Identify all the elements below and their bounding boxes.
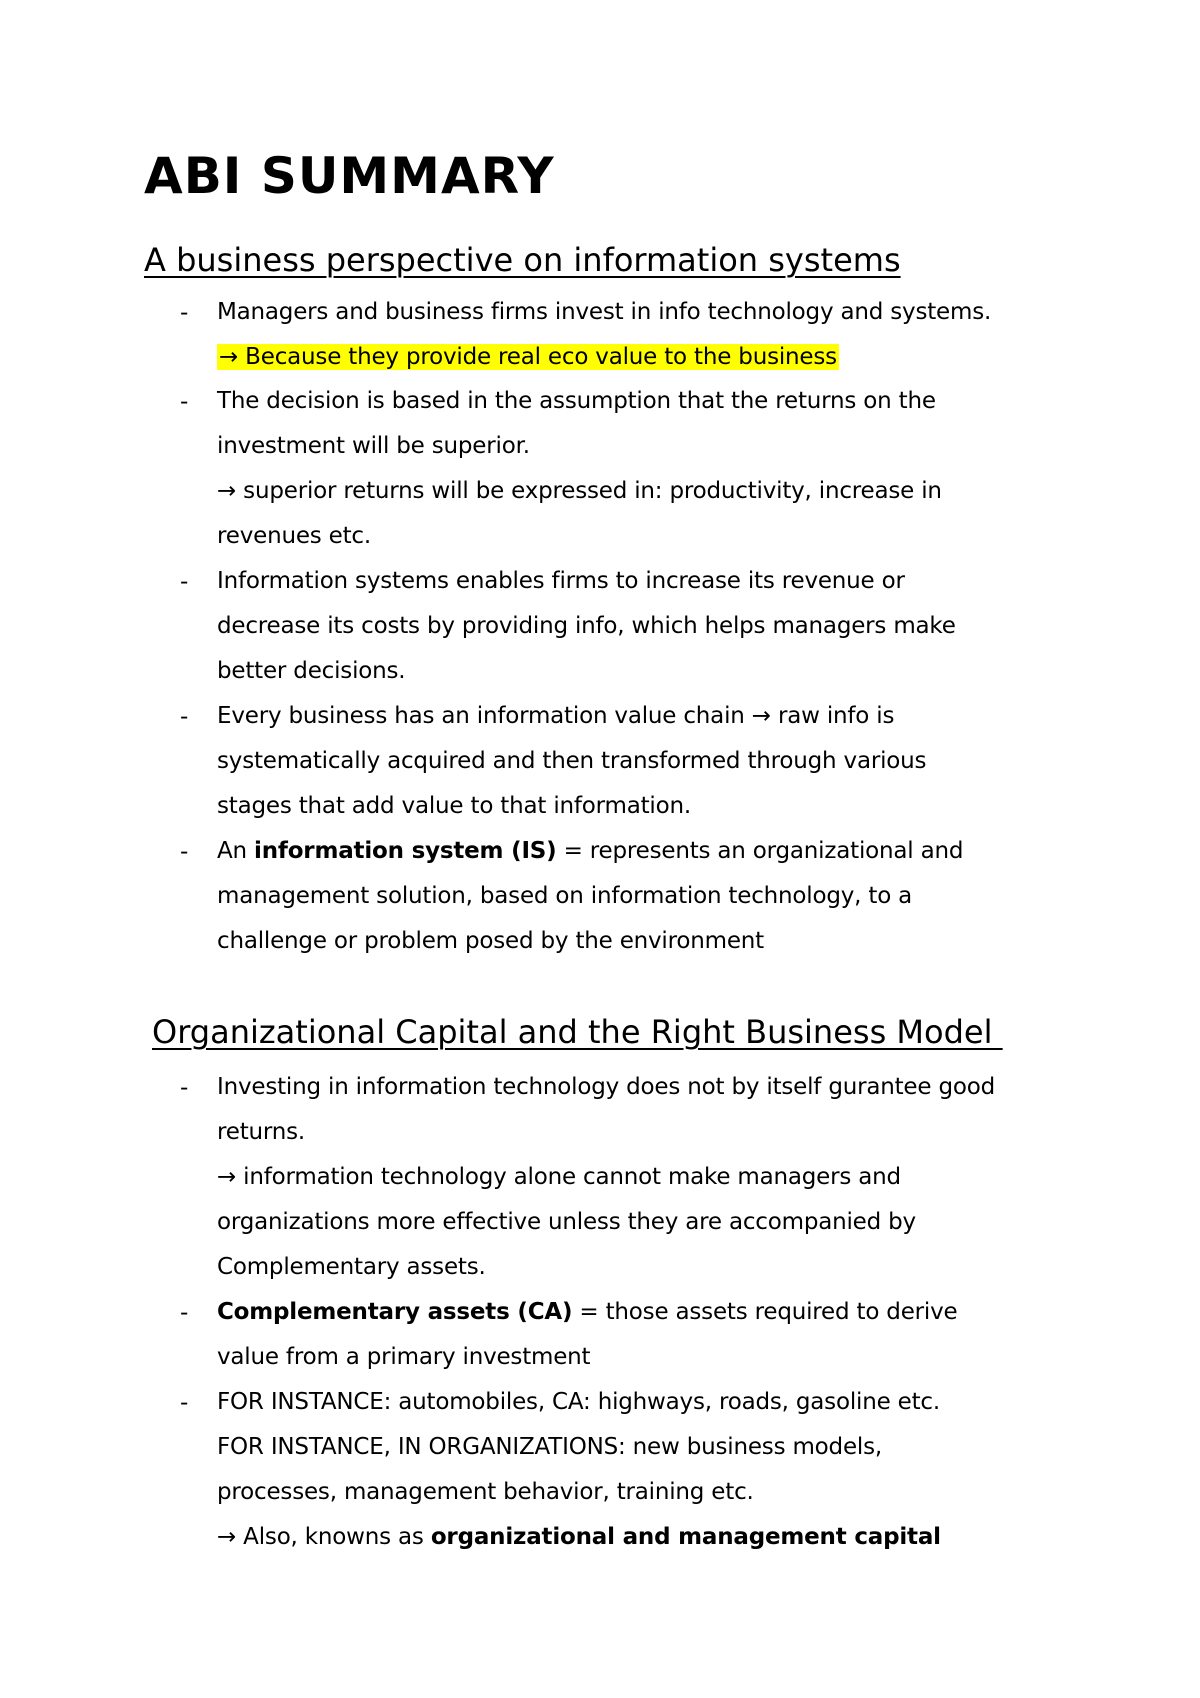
bullet-text-continuation: better decisions.	[217, 658, 406, 684]
bullet-text: Information systems enables firms to increase its revenue or	[217, 568, 905, 594]
highlighted-subpoint	[217, 342, 839, 372]
section-heading-business-perspective: A business perspective on information systems	[144, 241, 901, 279]
bullet-marker: -	[180, 839, 189, 865]
defined-term: information system (IS)	[254, 838, 557, 864]
bullet-text	[217, 836, 963, 866]
definition-text: = represents an organizational and	[556, 838, 964, 864]
subpoint-text	[217, 1522, 941, 1552]
bullet-marker: -	[180, 1075, 189, 1101]
subpoint-text: → information technology alone cannot make managers and	[217, 1164, 901, 1190]
bullet-marker: -	[180, 1390, 189, 1416]
bullet-text: Every business has an information value chain → raw info is	[217, 703, 895, 729]
bullet-prefix: An	[217, 838, 255, 864]
bullet-text-continuation: stages that add value to that information.	[217, 793, 691, 819]
bullet-text-continuation: systematically acquired and then transformed through various	[217, 748, 927, 774]
bullet-marker: -	[180, 704, 189, 730]
defined-term: Complementary assets (CA)	[217, 1299, 573, 1325]
bullet-marker: -	[180, 300, 189, 326]
subpoint-text-continuation: Complementary assets.	[217, 1254, 486, 1280]
bullet-text-continuation: decrease its costs by providing info, which helps managers make	[217, 613, 956, 639]
bullet-text: Investing in information technology does not by itself gurantee good	[217, 1074, 995, 1100]
document-title: ABI SUMMARY	[144, 147, 555, 205]
bullet-text-continuation: returns.	[217, 1119, 306, 1145]
subpoint-text-continuation: revenues etc.	[217, 523, 371, 549]
bullet-marker: -	[180, 389, 189, 415]
bullet-text	[217, 1297, 957, 1327]
definition-text: = those assets required to derive	[572, 1299, 958, 1325]
subpoint-text-continuation: organizations more effective unless they are accompanied by	[217, 1209, 916, 1235]
bullet-text-continuation: investment will be superior.	[217, 433, 530, 459]
bullet-text: FOR INSTANCE: automobiles, CA: highways, roads, gasoline etc.	[217, 1389, 940, 1415]
subpoint-text: → superior returns will be expressed in: productivity, increase in	[217, 478, 942, 504]
defined-term: organizational and management capital	[430, 1524, 941, 1550]
highlight-text: → Because they provide real eco value to the business	[219, 344, 837, 370]
bullet-text: Managers and business firms invest in info technology and systems.	[217, 299, 992, 325]
bullet-text-continuation: management solution, based on information technology, to a	[217, 883, 913, 909]
section-heading-organizational-capital: Organizational Capital and the Right Business Model	[152, 1013, 1003, 1051]
bullet-text-continuation: value from a primary investment	[217, 1344, 591, 1370]
bullet-marker: -	[180, 1300, 189, 1326]
bullet-text: The decision is based in the assumption that the returns on the	[217, 388, 936, 414]
bullet-marker: -	[180, 569, 189, 595]
bullet-text-continuation: challenge or problem posed by the environment	[217, 928, 764, 954]
bullet-text-continuation: processes, management behavior, training etc.	[217, 1479, 754, 1505]
subpoint-prefix: → Also, knowns as	[217, 1524, 431, 1550]
bullet-text-continuation: FOR INSTANCE, IN ORGANIZATIONS: new business models,	[217, 1434, 882, 1460]
